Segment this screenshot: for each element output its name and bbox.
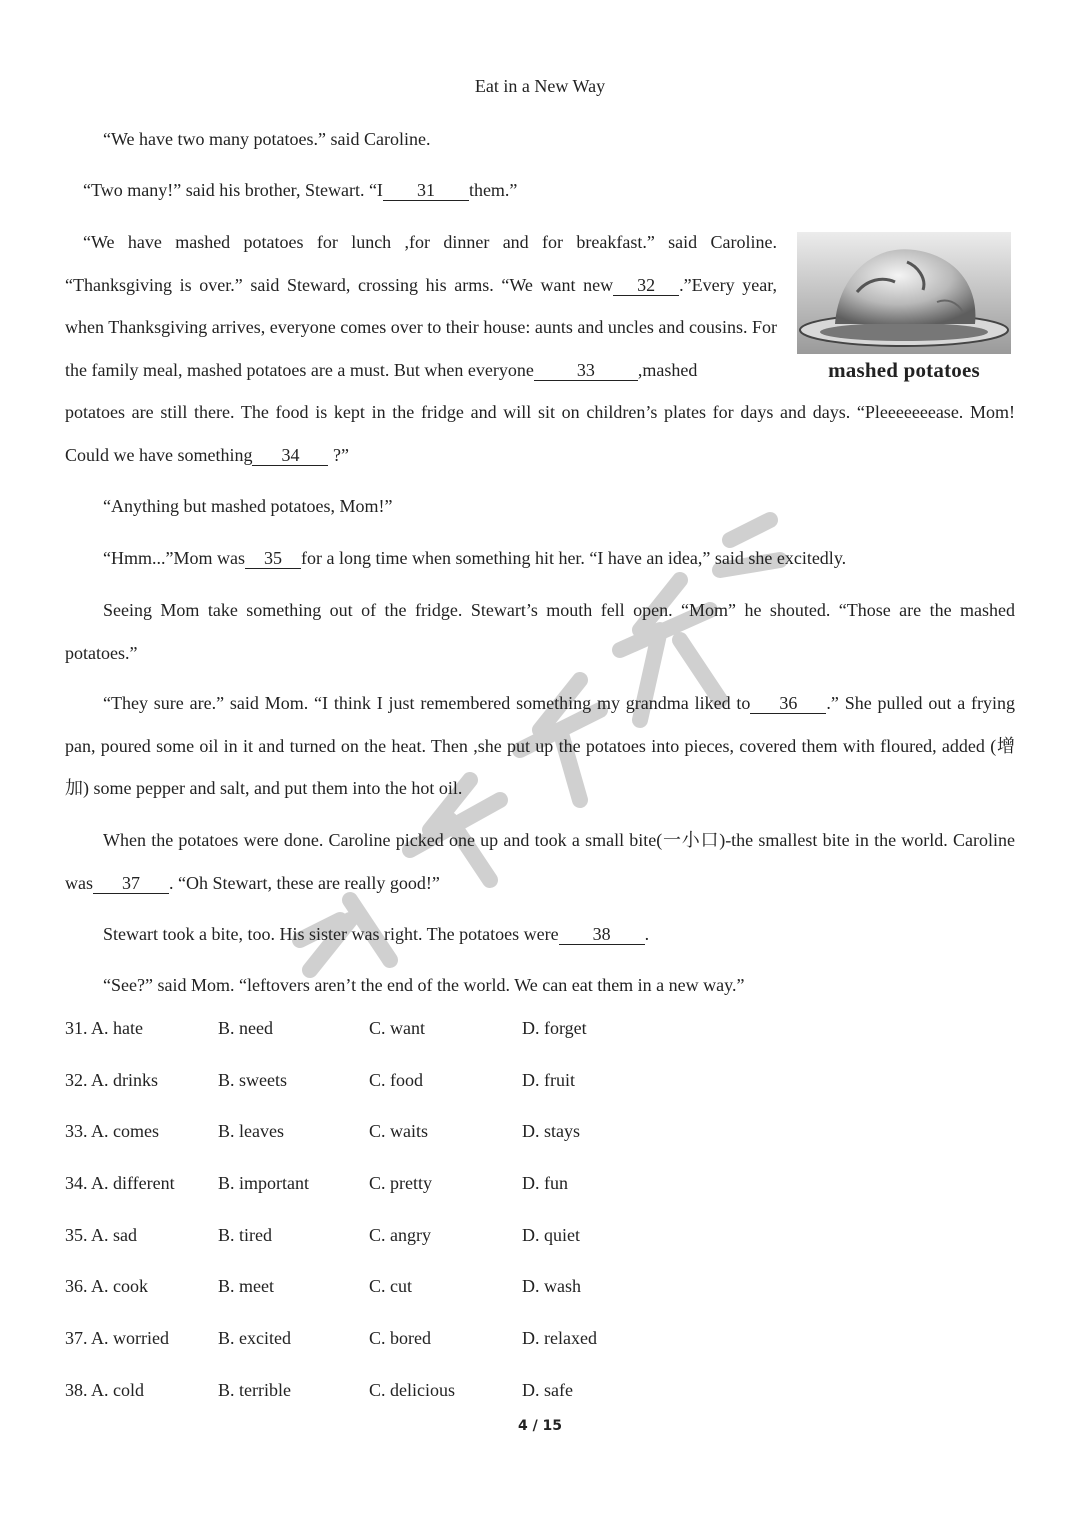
passage-title: Eat in a New Way xyxy=(474,76,606,96)
blank-32: 32 xyxy=(613,275,679,296)
paragraph-3 xyxy=(65,221,777,391)
option-35-b: B. tired xyxy=(218,1224,272,1245)
paragraph-6-text-b: for a long time when something hit her. “I have an idea,” said she excitedly. xyxy=(300,548,847,568)
paragraph-11: “See?” said Mom. “leftovers aren’t the end of the world. We can eat them in a new way.” xyxy=(103,975,745,995)
figure-caption: mashed potatoes xyxy=(828,358,980,382)
option-31-b: B. need xyxy=(218,1018,273,1038)
option-38-c: C. delicious xyxy=(369,1379,455,1400)
option-32-d: D. fruit xyxy=(522,1069,575,1090)
option-33-c: C. waits xyxy=(369,1121,429,1142)
option-38-b: B. terrible xyxy=(218,1379,291,1400)
option-34-c: C. pretty xyxy=(369,1173,432,1194)
blank-34: 34 xyxy=(252,445,328,466)
option-35-c: C. angry xyxy=(369,1224,431,1245)
blank-35: 35 xyxy=(245,548,301,569)
option-38-a: 38. A. cold xyxy=(65,1379,144,1400)
paragraph-9-text-b: . “Oh Stewart, these are really good!” xyxy=(169,872,440,893)
option-32-c: C. food xyxy=(369,1069,423,1090)
paragraph-8-text-b: .” She pulled out a frying pan, poured some oil in it and turned on the heat. Then ,she put up the potatoes into pieces, covered them with floured, added (增加) some pepper and salt, and put them into the hot oil. xyxy=(65,693,1015,798)
option-36-a: 36. A. cook xyxy=(65,1276,148,1297)
option-31-d: D. forget xyxy=(522,1018,587,1038)
answer-options xyxy=(65,1018,765,1432)
option-row-31 xyxy=(65,1018,765,1070)
option-row-34 xyxy=(65,1173,765,1225)
paragraph-3-text-c: ,mashed xyxy=(637,359,698,380)
option-row-36 xyxy=(65,1276,765,1328)
paragraph-10-text-a: Stewart took a bite, too. His sister was right. The potatoes were xyxy=(103,924,559,944)
mashed-potatoes-image xyxy=(797,232,1011,354)
paragraph-3-text-b: .”Every year, when Thanksgiving arrives, everyone comes over to their house: aunts and uncles and cousins. For the family meal, mashed potatoes are a must. But when everyone xyxy=(65,274,777,380)
paragraph-4-text-a: potatoes are still there. The food is kept in the fridge and will sit on children’s plates for days and days. “Pleeeeeeease. Mom! Could we have something xyxy=(65,402,1015,465)
blank-38: 38 xyxy=(559,924,645,945)
option-36-c: C. cut xyxy=(369,1276,412,1297)
paragraph-8-text-a: “They sure are.” said Mom. “I think I just remembered something my grandma liked to xyxy=(103,693,751,713)
paragraph-5: “Anything but mashed potatoes, Mom!” xyxy=(103,496,393,516)
paragraph-2-text-b: them.” xyxy=(468,180,518,200)
paragraph-6 xyxy=(65,537,1015,580)
blank-36: 36 xyxy=(750,693,826,714)
option-35-d: D. quiet xyxy=(522,1224,580,1245)
option-37-a: 37. A. worried xyxy=(65,1328,169,1349)
option-33-b: B. leaves xyxy=(218,1121,284,1142)
option-row-35 xyxy=(65,1225,765,1277)
paragraph-10 xyxy=(65,913,1015,956)
option-37-c: C. bored xyxy=(369,1328,431,1349)
option-row-32 xyxy=(65,1070,765,1122)
paragraph-4 xyxy=(65,391,1015,476)
option-34-d: D. fun xyxy=(522,1173,568,1194)
option-35-a: 35. A. sad xyxy=(65,1224,137,1245)
paragraph-8 xyxy=(65,682,1015,810)
option-31-c: C. want xyxy=(369,1018,425,1038)
option-32-b: B. sweets xyxy=(218,1069,287,1090)
paragraph-2 xyxy=(65,169,1015,212)
paragraph-10-text-b: . xyxy=(644,924,650,944)
paragraph-1: “We have two many potatoes.” said Caroline. xyxy=(103,129,431,149)
paragraph-4-text-b: ?” xyxy=(332,444,349,465)
option-34-a: 34. A. different xyxy=(65,1173,175,1194)
paragraph-3-text-a: “We have mashed potatoes for lunch ,for dinner and for breakfast.” said Caroline. “Thanksgiving is over.” said Steward, crossing his arms. “We want new xyxy=(65,232,777,295)
option-38-d: D. safe xyxy=(522,1379,573,1400)
paragraph-6-text-a: “Hmm...”Mom was xyxy=(103,548,245,568)
option-36-b: B. meet xyxy=(218,1276,274,1297)
page-number: 4 / 15 xyxy=(517,1418,563,1434)
blank-37: 37 xyxy=(93,873,169,894)
option-37-b: B. excited xyxy=(218,1328,291,1349)
option-33-a: 33. A. comes xyxy=(65,1121,159,1142)
option-36-d: D. wash xyxy=(522,1276,581,1297)
option-33-d: D. stays xyxy=(522,1121,580,1142)
option-31-a: 31. A. hate xyxy=(65,1018,143,1038)
option-row-33 xyxy=(65,1121,765,1173)
paragraph-9 xyxy=(65,819,1015,904)
option-row-37 xyxy=(65,1328,765,1380)
mashed-potatoes-figure xyxy=(797,232,1011,383)
paragraph-7: Seeing Mom take something out of the fridge. Stewart’s mouth fell open. “Mom” he shouted. “Those are the mashed potatoes.” xyxy=(65,600,1015,663)
option-32-a: 32. A. drinks xyxy=(65,1069,159,1090)
option-34-b: B. important xyxy=(218,1173,309,1194)
paragraph-2-text-a: “Two many!” said his brother, Stewart. “I xyxy=(83,180,383,200)
paragraph-9-text-a: When the potatoes were done. Caroline picked one up and took a small bite(一小口)-the smallest bite in the world. Caroline was xyxy=(65,830,1015,893)
blank-33: 33 xyxy=(534,360,638,381)
option-37-d: D. relaxed xyxy=(522,1328,597,1349)
blank-31: 31 xyxy=(383,180,469,201)
